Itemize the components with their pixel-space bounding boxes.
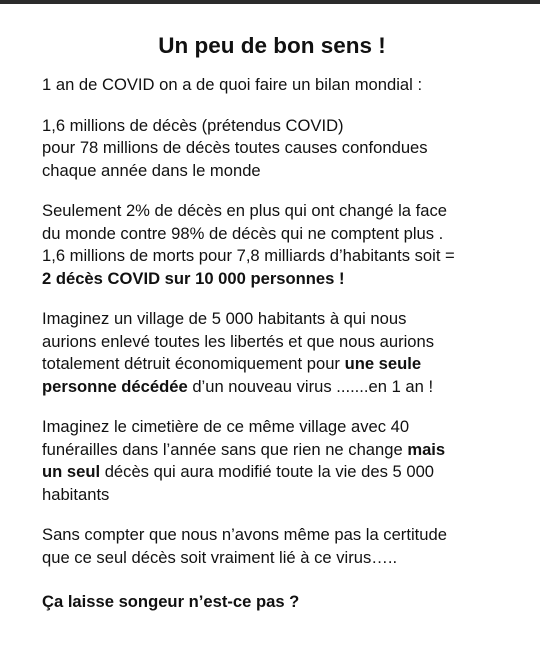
paragraph-line <box>42 353 512 376</box>
paragraph-certainty <box>42 524 512 569</box>
paragraph-cemetery <box>42 416 512 506</box>
paragraph-percentage <box>42 200 512 290</box>
paragraph-line: pour 78 millions de décès toutes causes confondues <box>42 138 428 157</box>
paragraph-line: 1,6 millions de morts pour 7,8 milliards d’habitants soit = <box>42 246 455 265</box>
paragraph-line: 1 an de COVID on a de quoi faire un bilan mondial : <box>42 75 423 94</box>
text-run: décès qui aura modifié toute la vie des 5 000 <box>100 462 435 481</box>
text-run-bold: une seule <box>344 354 422 373</box>
text-run-bold: personne décédée <box>42 376 188 396</box>
paragraph-line: chaque année dans le monde <box>42 160 261 180</box>
paragraph-line: du monde contre 98% de décès qui ne comptent plus . <box>42 223 444 243</box>
paragraph-intro <box>42 74 512 97</box>
paragraph-village <box>42 308 512 398</box>
paragraph-line <box>42 376 512 399</box>
paragraph-line-bold: 2 décès COVID sur 10 000 personnes ! <box>42 268 345 288</box>
paragraph-line: Imaginez le cimetière de ce même village avec 40 <box>42 417 410 436</box>
text-run-bold: un seul <box>42 462 101 481</box>
paragraph-death-count <box>42 115 512 183</box>
text-run: d’un nouveau virus .......en 1 an ! <box>187 376 434 396</box>
text-post <box>42 32 512 632</box>
text-run: totalement détruit économiquement pour <box>42 354 345 373</box>
text-run-bold: mais <box>407 439 446 459</box>
paragraph-line <box>42 439 512 462</box>
paragraph-line: Imaginez un village de 5 000 habitants à qui nous <box>42 309 407 328</box>
closing-question: Ça laisse songeur n’est-ce pas ? <box>42 592 300 611</box>
post-title: Un peu de bon sens ! <box>158 33 386 58</box>
top-border <box>0 0 540 4</box>
paragraph-line: Seulement 2% de décès en plus qui ont changé la face <box>42 201 447 220</box>
paragraph-line: 1,6 millions de décès (prétendus COVID) <box>42 115 344 135</box>
paragraph-line: habitants <box>42 484 110 504</box>
text-run: funérailles dans l’année sans que rien ne change <box>42 439 408 459</box>
paragraph-line <box>42 461 512 484</box>
paragraph-line: que ce seul décès soit vraiment lié à ce virus….. <box>42 547 398 567</box>
paragraph-line: Sans compter que nous n’avons même pas la certitude <box>42 525 447 544</box>
paragraph-line: aurions enlevé toutes les libertés et que nous aurions <box>42 331 435 351</box>
